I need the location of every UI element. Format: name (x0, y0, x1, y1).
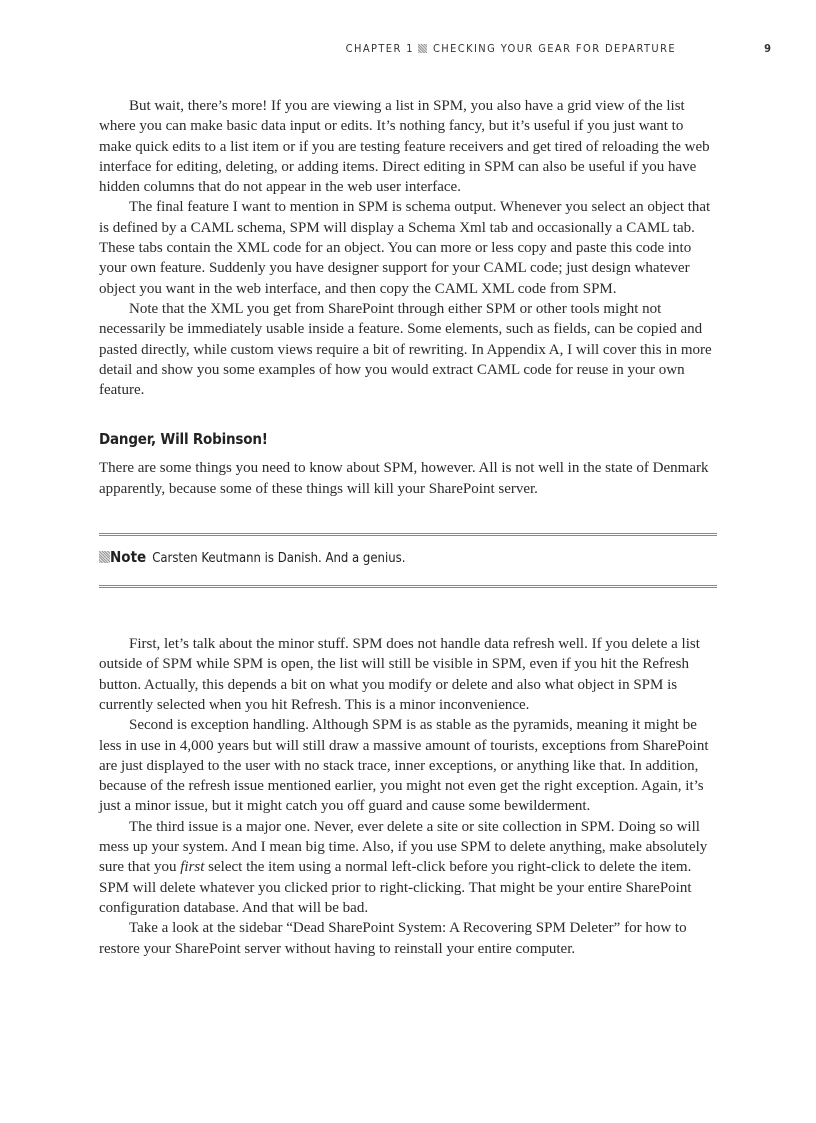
note-content (99, 548, 405, 566)
paragraph: First, let’s talk about the minor stuff. SPM does not handle data refresh well. If you delete a list outside of SPM while SPM is open, the list will still be visible in SPM, even if you hit the Refresh button. Actually, this depends a bit on what you modify or delete and also what object in SPM is currently selected when you hit Refresh. This is a minor inconvenience. (99, 636, 700, 713)
page-number: 9 (764, 42, 771, 55)
paragraph: The final feature I want to mention in SPM is schema output. Whenever you select an object that is defined by a CAML schema, SPM will display a Schema Xml tab and occasionally a CAML tab. These tabs contain the XML code for an object. You can more or less copy and paste this code into your own feature. Suddenly you have designer support for your CAML code; just design whatever object you want in the web interface, and then copy the CAML XML code from SPM. (99, 199, 711, 297)
chapter-name: CHECKING YOUR GEAR FOR DEPARTURE (432, 42, 676, 55)
paragraph: Second is exception handling. Although SPM is as stable as the pyramids, meaning it might be less in use in 4,000 years but will still draw a massive amount of tourists, exceptions from SharePoint are just displayed to the user with no stack trace, inner exceptions, or anything like that. In addition, because of the refresh issue mentioned earlier, you might not even get the right exception. Again, it’s just a minor issue, but it might catch you off guard and cause some bewilderment. (99, 717, 709, 815)
paragraph: Take a look at the sidebar “Dead SharePoint System: A Recovering SPM Deleter” for how to restore your SharePoint server without having to reinstall your entire computer. (99, 920, 687, 957)
emphasis: first (180, 859, 205, 876)
section-heading: Danger, Will Robinson! (99, 430, 268, 449)
note-icon (99, 551, 110, 563)
paragraph: There are some things you need to know about SPM, however. All is not well in the state of Denmark apparently, because some of these things will kill your SharePoint server. (99, 460, 709, 497)
chapter-title (346, 42, 676, 55)
chapter-label: CHAPTER 1 (345, 42, 414, 55)
page-body (99, 96, 717, 959)
note-box (99, 533, 717, 588)
text-run: select the item using a normal left-click before you right-click to delete the item. SPM will delete whatever you clicked prior to right-clicking. That might be your entire SharePoint configuration database. And that will be bad. (99, 859, 692, 916)
note-text: Carsten Keutmann is Danish. And a genius. (152, 551, 406, 567)
text-run: The third issue is a major one. Never, ever delete a site or site collection in SPM. Doing so will mess up your system. And I mean big time. Also, if you use SPM to delete anything, make absolutely sure that you (99, 818, 708, 876)
paragraph: But wait, there’s more! If you are viewing a list in SPM, you also have a grid view of the list where you can make basic data input or edits. It’s nothing fancy, but it’s useful if you just want to make quick edits to a list item or if you are testing feature receivers and get tired of reloading the web interface for editing, deleting, or adding items. Direct editing in SPM can also be useful if you have hidden columns that do not appear in the web user interface. (99, 98, 710, 196)
note-label: Note (110, 548, 147, 567)
square-icon (418, 44, 427, 53)
running-header (99, 42, 771, 60)
paragraph-third-issue (99, 817, 717, 918)
paragraph: Note that the XML you get from SharePoint through either SPM or other tools might not necessarily be immediately usable inside a feature. Some elements, such as fields, can be copied and pasted directly, while custom views require a bit of rewriting. In Appendix A, I will cover this in more detail and show you some examples of how you would extract CAML code for reuse in your own feature. (99, 300, 712, 399)
